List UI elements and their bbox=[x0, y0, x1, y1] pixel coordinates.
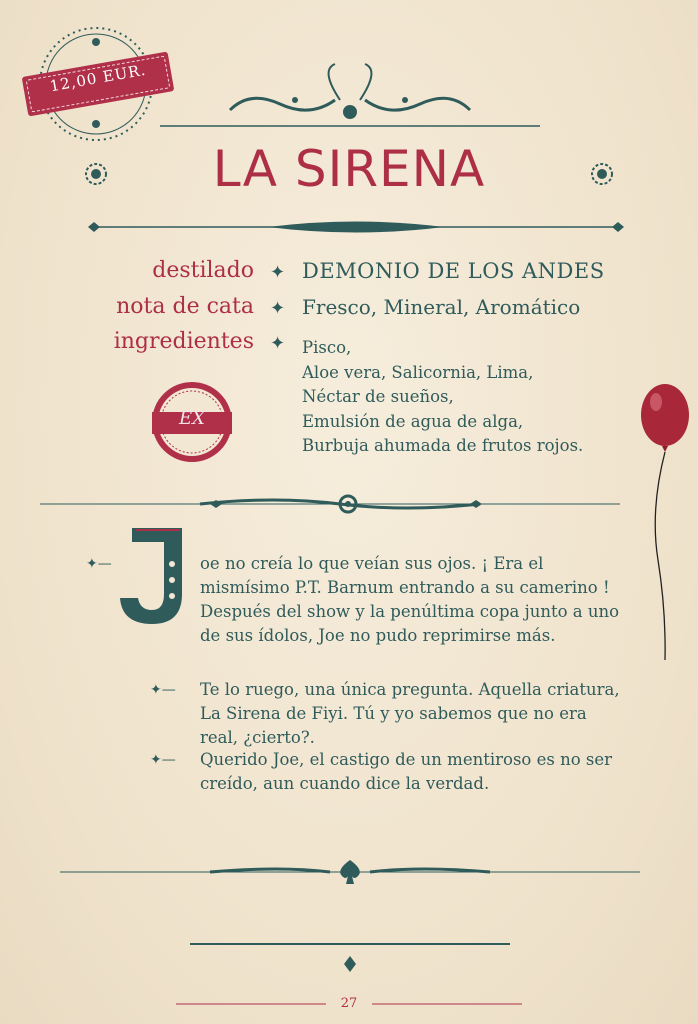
story-paragraph-3: Querido Joe, el castigo de un mentiroso es no ser creído, aun cuando dice la verdad. bbox=[200, 750, 612, 793]
section-divider bbox=[40, 492, 620, 516]
sparkle-icon: ✦ bbox=[270, 298, 286, 319]
spec-label-destilado: destilado bbox=[152, 258, 254, 283]
top-ornament bbox=[160, 60, 540, 132]
ingredient-item: Emulsión de agua de alga, bbox=[302, 411, 524, 431]
sparkle-icon: ✦ bbox=[270, 333, 286, 354]
spade-divider bbox=[60, 856, 640, 886]
dash-icon: ✦— bbox=[86, 556, 112, 572]
ingredient-item: Burbuja ahumada de frutos rojos. bbox=[302, 436, 584, 455]
ingredient-item: Pisco, bbox=[302, 338, 352, 357]
spec-value-destilado: DEMONIO DE LOS ANDES bbox=[302, 259, 605, 283]
spec-value-nota-de-cata: Fresco, Mineral, Aromático bbox=[302, 295, 581, 319]
seal-label: EX bbox=[179, 408, 205, 429]
sparkle-icon: ✦ bbox=[270, 262, 286, 283]
ingredients-list bbox=[302, 336, 583, 459]
page-number: 27 bbox=[340, 996, 358, 1011]
story-paragraph-1: oe no creía lo que veían sus ojos. ¡ Era el mismísimo P.T. Barnum entrando a su camerino ! Después del show y la penúltima copa junto a uno de sus ídolos, Joe no pudo reprimirse más. bbox=[200, 554, 620, 645]
title-divider bbox=[78, 216, 634, 238]
spec-label-ingredientes: ingredientes bbox=[113, 329, 254, 354]
dropcap-letter: J bbox=[80, 520, 81, 521]
ingredient-item: Aloe vera, Salicornia, Lima, bbox=[302, 362, 534, 382]
story-paragraph-2: Te lo ruego, una única pregunta. Aquella criatura, La Sirena de Fiyi. Tú y yo sabemos que no era real, ¿cierto?. bbox=[200, 680, 620, 747]
spec-label-nota-de-cata: nota de cata bbox=[116, 294, 254, 319]
ingredient-item: Néctar de sueños, bbox=[302, 387, 454, 406]
dash-icon: ✦— bbox=[150, 682, 176, 698]
balloon-icon bbox=[630, 380, 692, 670]
bottom-ornament bbox=[190, 936, 510, 976]
price-label: 12,00 EUR. bbox=[48, 60, 148, 96]
dash-icon: ✦— bbox=[150, 752, 176, 768]
page-title: LA SIRENA bbox=[212, 140, 486, 198]
dropcap-frame bbox=[112, 520, 194, 630]
